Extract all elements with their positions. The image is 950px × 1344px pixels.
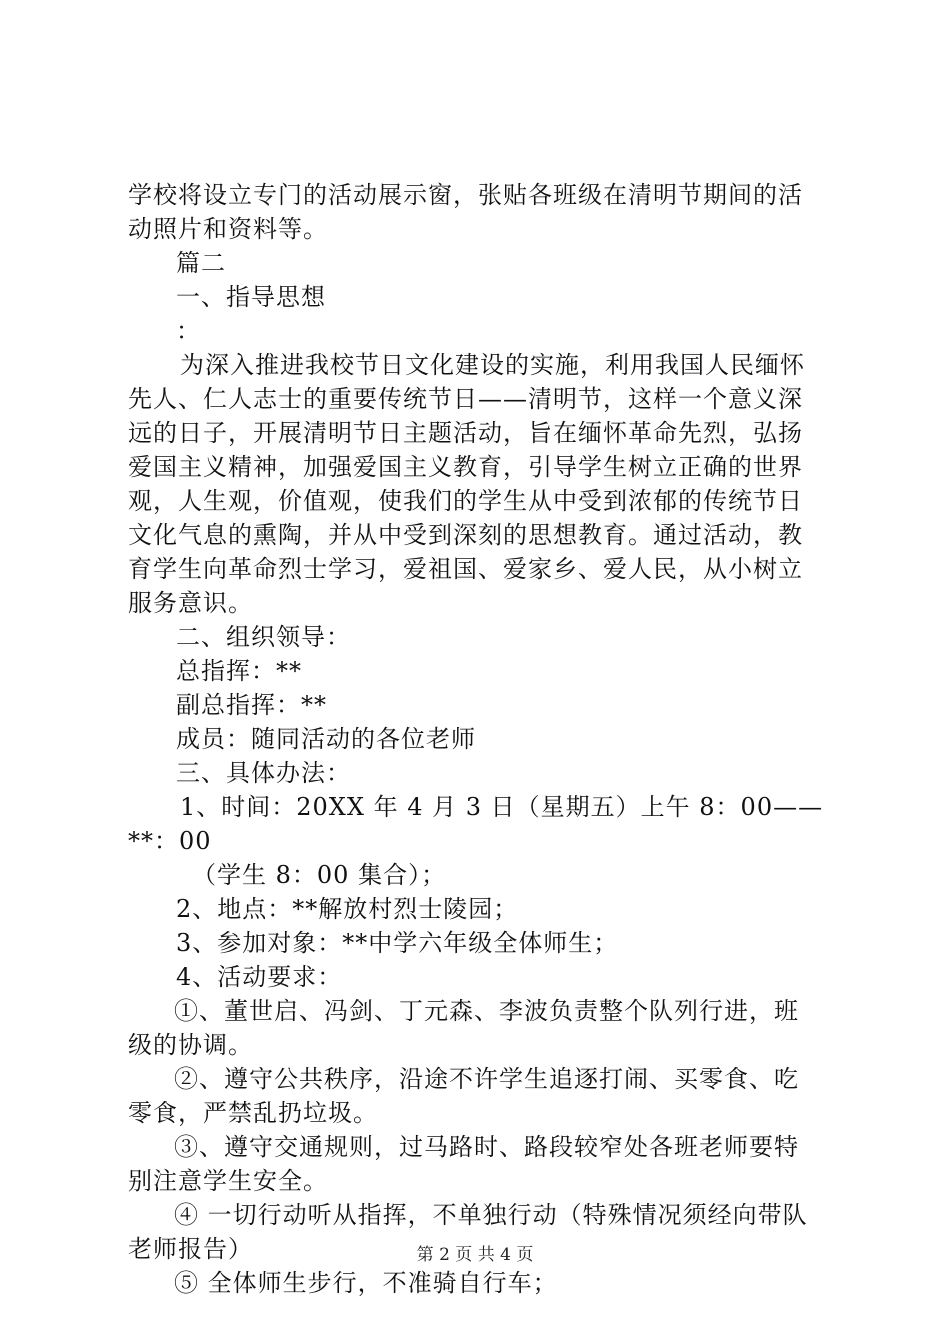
list-item: ①、董世启、冯剑、丁元森、李波负责整个队列行进，班 bbox=[174, 997, 799, 1025]
paragraph-line: 文化气息的熏陶，并从中受到深刻的思想教育。通过活动，教 bbox=[128, 521, 803, 549]
paragraph-line: 零食，严禁乱扔垃圾。 bbox=[128, 1099, 378, 1127]
list-item: ③、遵守交通规则，过马路时、路段较窄处各班老师要特 bbox=[174, 1133, 799, 1161]
paragraph-line: 爱国主义精神，加强爱国主义教育，引导学生树立正确的世界 bbox=[128, 453, 803, 481]
paragraph-line: 别注意学生安全。 bbox=[128, 1167, 328, 1195]
paragraph-line: 老师报告） bbox=[128, 1235, 253, 1263]
paragraph-line: 副总指挥：** bbox=[176, 691, 327, 719]
paragraph-line: ： bbox=[176, 317, 201, 345]
paragraph-line: 先人、仁人志士的重要传统节日——清明节，这样一个意义深 bbox=[128, 385, 803, 413]
section-heading: 一、指导思想 bbox=[176, 283, 326, 311]
paragraph-line: 为深入推进我校节日文化建设的实施，利用我国人民缅怀 bbox=[180, 351, 805, 379]
paragraph-line: 2、地点：**解放村烈士陵园； bbox=[176, 895, 519, 923]
page-number: 第 2 页 共 4 页 bbox=[416, 1245, 534, 1265]
document-body bbox=[128, 178, 828, 1300]
paragraph-line: 4、活动要求： bbox=[176, 963, 343, 991]
paragraph-line: 服务意识。 bbox=[128, 589, 253, 617]
section-heading: 二、组织领导： bbox=[176, 623, 351, 651]
paragraph-line: 1、时间：20XX 年 4 月 3 日（星期五）上午 8：00—— bbox=[180, 793, 824, 821]
list-item: ⑤ 全体师生步行，不准骑自行车； bbox=[174, 1269, 558, 1297]
section-heading: 篇二 bbox=[176, 249, 226, 277]
paragraph-line: 学校将设立专门的活动展示窗，张贴各班级在清明节期间的活 bbox=[128, 181, 803, 209]
paragraph-line: 育学生向革命烈士学习，爱祖国、爱家乡、爱人民，从小树立 bbox=[128, 555, 803, 583]
paragraph-line: **：00 bbox=[128, 827, 212, 855]
list-item: ④ 一切行动听从指挥，不单独行动（特殊情况须经向带队 bbox=[174, 1201, 808, 1229]
section-heading: 三、具体办法： bbox=[176, 759, 351, 787]
paragraph-line: 级的协调。 bbox=[128, 1031, 253, 1059]
list-item: ②、遵守公共秩序，沿途不许学生追逐打闹、买零食、吃 bbox=[174, 1065, 799, 1093]
paragraph-line: 总指挥：** bbox=[176, 657, 302, 685]
paragraph-line: 观，人生观，价值观，使我们的学生从中受到浓郁的传统节日 bbox=[128, 487, 803, 515]
paragraph-line: 动照片和资料等。 bbox=[128, 215, 328, 243]
paragraph-line: 远的日子，开展清明节日主题活动，旨在缅怀革命先烈，弘扬 bbox=[128, 419, 803, 447]
paragraph-line: （学生 8：00 集合）； bbox=[192, 861, 447, 889]
paragraph-line: 成员：随同活动的各位老师 bbox=[176, 725, 476, 753]
paragraph-line: 3、参加对象：**中学六年级全体师生； bbox=[176, 929, 619, 957]
